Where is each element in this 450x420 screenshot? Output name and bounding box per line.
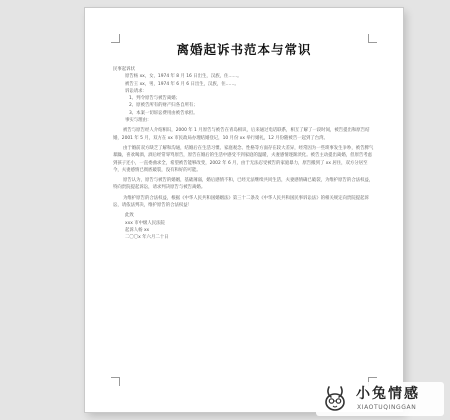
document-page [85,8,403,412]
plaintiff-line: 原告杨 xx，女，1974 年 8 月 16 日出生，汉族，住……。 [125,74,242,80]
claim-item-1: 1、判令原告与被告离婚； [129,96,181,102]
facts-paragraph-1: 被告与原告经人介绍相识，2000 年 1 月原告与被告在青岛相识，后来通过电话联系，相互了解了一段时间，被告提出和原告结婚，2001 年 5 月，双方在 xx 市民政局办理结婚登记，10 月份 xx 举行婚礼，12 月份随被告一起到了台湾。 [113,128,370,141]
closing-date: 二〇〇x 年六月二十日 [125,235,169,241]
doc-heading: 民事起诉状 [113,67,135,72]
rabbit-logo-icon [320,385,350,413]
defendant-line: 被告王 xx，男，1974 年 6 月 6 日出生，汉族，住……。 [125,81,239,87]
claim-item-3: 3、本案一切诉讼费用由被告承担。 [129,110,198,116]
watermark-url: XIAOTUQINGGAN [357,404,417,411]
facts-heading: 事实与理由： [125,118,152,124]
crop-mark-bottom-left [111,377,120,386]
document-body [113,42,375,242]
closing-signature: 起诉人杨 xx [125,227,150,233]
watermark-name: 小兔情感 [356,386,420,402]
facts-paragraph-2: 由于婚前双方缺乏了解和沟通，结婚后在生活习惯、家庭观念、性格等方面存在较大差异，经常因为一些琐事发生争吵，被告脾气暴躁，喜欢喝酒，酒后经常辱骂原告，原告在婚后的生活中感受不到家庭的温暖，夫妻感情逐渐淡化。被告主动提出离婚，但原告考虑到孩子还小，一直委曲求全，希望被告能够改变，2002 年 6 月，由于无法忍受被告的家庭暴力，原告搬到了 xx 居住，双方分居至今，夫妻感情已彻底破裂，没有和好的可能。 [113,145,374,173]
closing-salutation: 此致 [125,213,134,219]
claims-heading: 诉讼请求： [125,88,147,94]
facts-paragraph-3: 原告认为，原告与被告的婚姻，基础薄弱，婚后感情不和，已经无法继续共同生活，夫妻感情确已破裂，为维护原告的合法权益，特向贵院提起诉讼，请求判决原告与被告离婚。 [113,178,374,191]
closing-court: xxx 市中级人民法院 [125,220,165,226]
watermark [316,382,444,416]
claim-item-2: 2、原被告所有的财产归各自所有； [129,103,198,109]
facts-paragraph-4: 为维护原告的合法权益，根据《中华人民共和国婚姻法》第三十二条及《中华人民共和国民事诉讼法》的相关规定向贵院提起诉讼，请依法判决，维护原告的合法权益！ [113,195,369,209]
document-title: 离婚起诉书范本与常识 [176,42,312,57]
